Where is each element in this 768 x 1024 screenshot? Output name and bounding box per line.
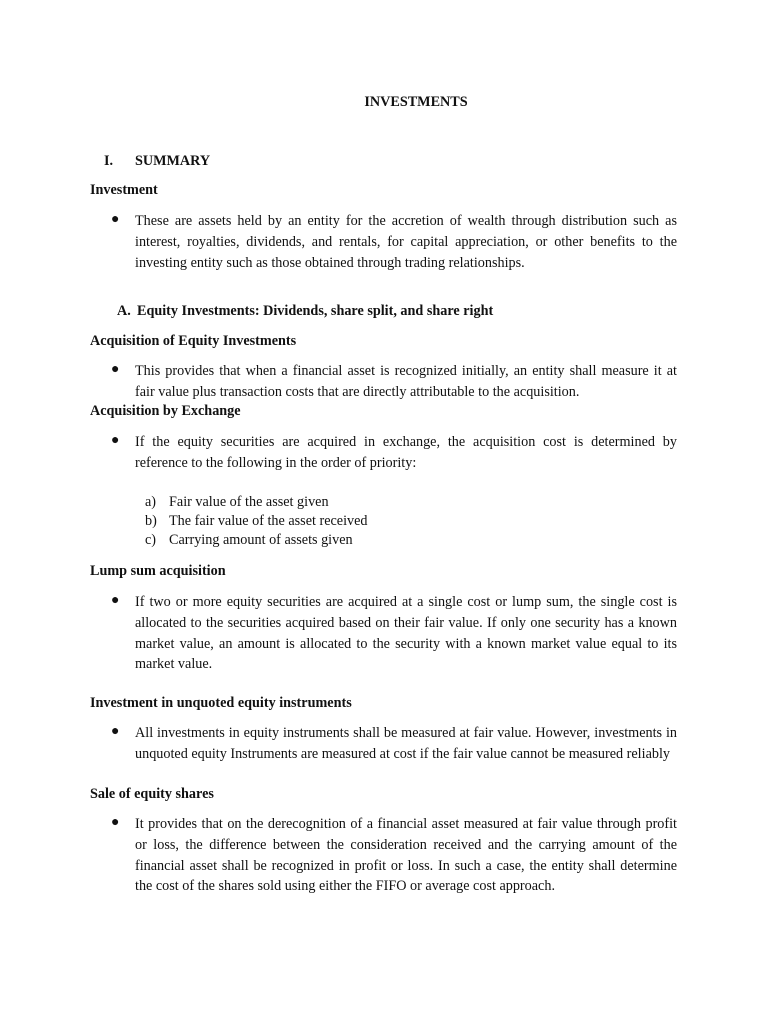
list-letter: b) — [145, 513, 157, 529]
list-item: The fair value of the asset received — [169, 513, 368, 529]
document-title: INVESTMENTS — [364, 94, 468, 110]
heading-sale: Sale of equity shares — [90, 786, 214, 802]
investment-paragraph: These are assets held by an entity for the accretion of wealth through distribution such as interest, royalties, dividends, and rentals, for capital appreciation, or other benefits to the investing entity such as those obtained through trading relationships. — [135, 213, 677, 271]
bullet-icon: ● — [111, 815, 120, 830]
list-letter: c) — [145, 532, 157, 548]
heading-unquoted: Investment in unquoted equity instruments — [90, 695, 352, 711]
unquoted-paragraph: All investments in equity instruments shall be measured at fair value. However, investments in unquoted equity Instruments are measured at cost if the fair value cannot be measured reliably — [135, 725, 677, 762]
section-numeral: I. — [104, 153, 114, 169]
heading-acquisition: Acquisition of Equity Investments — [90, 333, 297, 349]
subsection-letter: A. — [117, 303, 131, 319]
heading-investment: Investment — [90, 182, 158, 198]
subsection-title: Equity Investments: Dividends, share split, and share right — [137, 303, 494, 319]
heading-lump-sum: Lump sum acquisition — [90, 563, 226, 579]
bullet-icon: ● — [111, 593, 120, 608]
exchange-paragraph: If the equity securities are acquired in exchange, the acquisition cost is determined by reference to the following in the order of priority: — [135, 434, 677, 471]
list-letter: a) — [145, 494, 157, 510]
section-title: SUMMARY — [135, 153, 211, 169]
sale-paragraph: It provides that on the derecognition of a financial asset measured at fair value through profit or loss, the difference between the consideration received and the carrying amount of the financial asset shall be recognized in profit or loss. In such a case, the entity shall determine the cost of the shares sold using either the FIFO or average cost approach. — [135, 816, 677, 895]
acquisition-paragraph: This provides that when a financial asset is recognized initially, an entity shall measure it at fair value plus transaction costs that are directly attributable to the acquisition. — [135, 363, 677, 400]
bullet-icon: ● — [111, 362, 120, 377]
bullet-icon: ● — [111, 433, 120, 448]
list-item: Carrying amount of assets given — [169, 532, 353, 548]
bullet-icon: ● — [111, 724, 120, 739]
bullet-icon: ● — [111, 212, 120, 227]
lump-sum-paragraph: If two or more equity securities are acquired at a single cost or lump sum, the single cost is allocated to the securities acquired based on their fair value. If only one security has a known market value, an amount is allocated to the security with a known market value equal to its market value. — [135, 594, 677, 673]
heading-exchange: Acquisition by Exchange — [90, 403, 241, 419]
list-item: Fair value of the asset given — [169, 494, 329, 510]
